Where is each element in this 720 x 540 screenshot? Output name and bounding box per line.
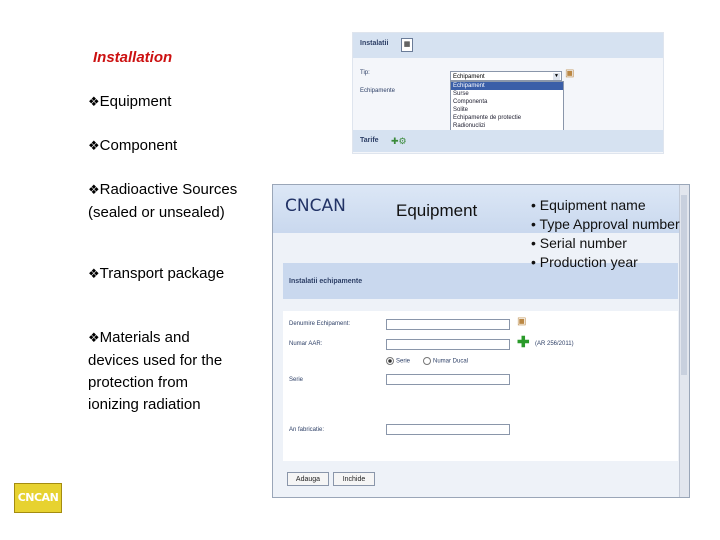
cncan-logo: CNCAN: [14, 483, 62, 513]
bullet-mark-icon: ❖: [88, 95, 100, 110]
attribute-list: [531, 196, 680, 272]
bullet-mark-icon: ❖: [88, 183, 100, 198]
bullet-transport-package: [88, 263, 243, 286]
radio-serie[interactable]: [386, 357, 410, 365]
option-item[interactable]: Radionuclizi: [453, 123, 486, 129]
attribute-item: • Serial number: [531, 235, 627, 251]
attribute-item: • Type Approval number: [531, 216, 680, 232]
bullet-radioactive-sources: [88, 179, 243, 224]
scrollbar-thumb[interactable]: [681, 195, 687, 375]
type-label: Tip:: [360, 70, 370, 76]
bullet-mark-icon: ❖: [88, 139, 100, 154]
grid-icon[interactable]: ▦: [401, 38, 413, 52]
serie-label: Serie: [289, 377, 304, 383]
equipment-name-field[interactable]: [386, 319, 510, 330]
year-field[interactable]: [386, 424, 510, 435]
type-select-value: Echipament: [453, 74, 485, 80]
bullet-mark-icon: ❖: [88, 331, 100, 346]
tarife-bar: [353, 130, 663, 152]
chevron-down-icon[interactable]: ▼: [554, 73, 559, 79]
add-picture-icon[interactable]: ▣: [565, 68, 575, 79]
bullet-text: Equipment: [99, 93, 172, 110]
bullet-text: Radioactive Sources (sealed or unsealed): [88, 181, 238, 221]
attribute-item: • Production year: [531, 254, 638, 270]
number-label: Numar AAR:: [289, 341, 323, 347]
vertical-scrollbar[interactable]: [679, 185, 689, 497]
installations-dropdown-screenshot: [352, 32, 664, 154]
picture-icon[interactable]: ▣: [517, 316, 527, 327]
slide-title: Installation: [93, 49, 173, 66]
section-title: Instalatii echipamente: [289, 278, 363, 285]
radio-icon[interactable]: [423, 357, 431, 365]
bullet-text: Transport package: [99, 265, 225, 282]
bullet-text: Materials and devices used for the protection from ionizing radiation: [88, 329, 223, 413]
tarife-tools-icon[interactable]: ✚⚙: [391, 136, 407, 146]
type-select[interactable]: [450, 71, 562, 81]
option-item[interactable]: Surse: [453, 91, 469, 97]
equipment-label: Echipamente: [360, 88, 396, 94]
radio-selected-icon[interactable]: [386, 357, 394, 365]
number-field[interactable]: [386, 339, 510, 350]
radio-label: Numar Ducal: [433, 358, 469, 365]
add-button[interactable]: Adauga: [287, 472, 329, 486]
radio-label: Serie: [396, 358, 411, 365]
attribute-item: • Equipment name: [531, 197, 646, 213]
tarife-label: Tarife: [360, 137, 379, 144]
option-item[interactable]: Echipamente de protectie: [453, 115, 522, 121]
installations-header-label: Instalatii: [360, 40, 389, 47]
app-logo: CNCAN: [285, 196, 346, 216]
equipment-name-label: Denumire Echipament:: [289, 321, 351, 327]
option-item[interactable]: Componenta: [453, 99, 488, 105]
bullet-text: Component: [99, 137, 178, 154]
radio-numar[interactable]: [423, 357, 468, 365]
equipment-form: [283, 311, 678, 461]
option-item[interactable]: Solite: [453, 107, 469, 113]
bullet-materials: [88, 327, 243, 416]
bullet-mark-icon: ❖: [88, 267, 100, 282]
equipment-caption: Equipment: [396, 201, 478, 220]
option-item[interactable]: Echipament: [451, 82, 563, 90]
bullet-equipment: [88, 91, 171, 114]
installations-header-bar: [353, 33, 663, 58]
hint-text: (AR 256/2011): [535, 341, 574, 347]
year-label: An fabricatie:: [289, 427, 325, 433]
bullet-component: [88, 135, 177, 158]
close-button[interactable]: Inchide: [333, 472, 375, 486]
serie-field[interactable]: [386, 374, 510, 385]
plus-icon[interactable]: ✚: [517, 334, 530, 351]
